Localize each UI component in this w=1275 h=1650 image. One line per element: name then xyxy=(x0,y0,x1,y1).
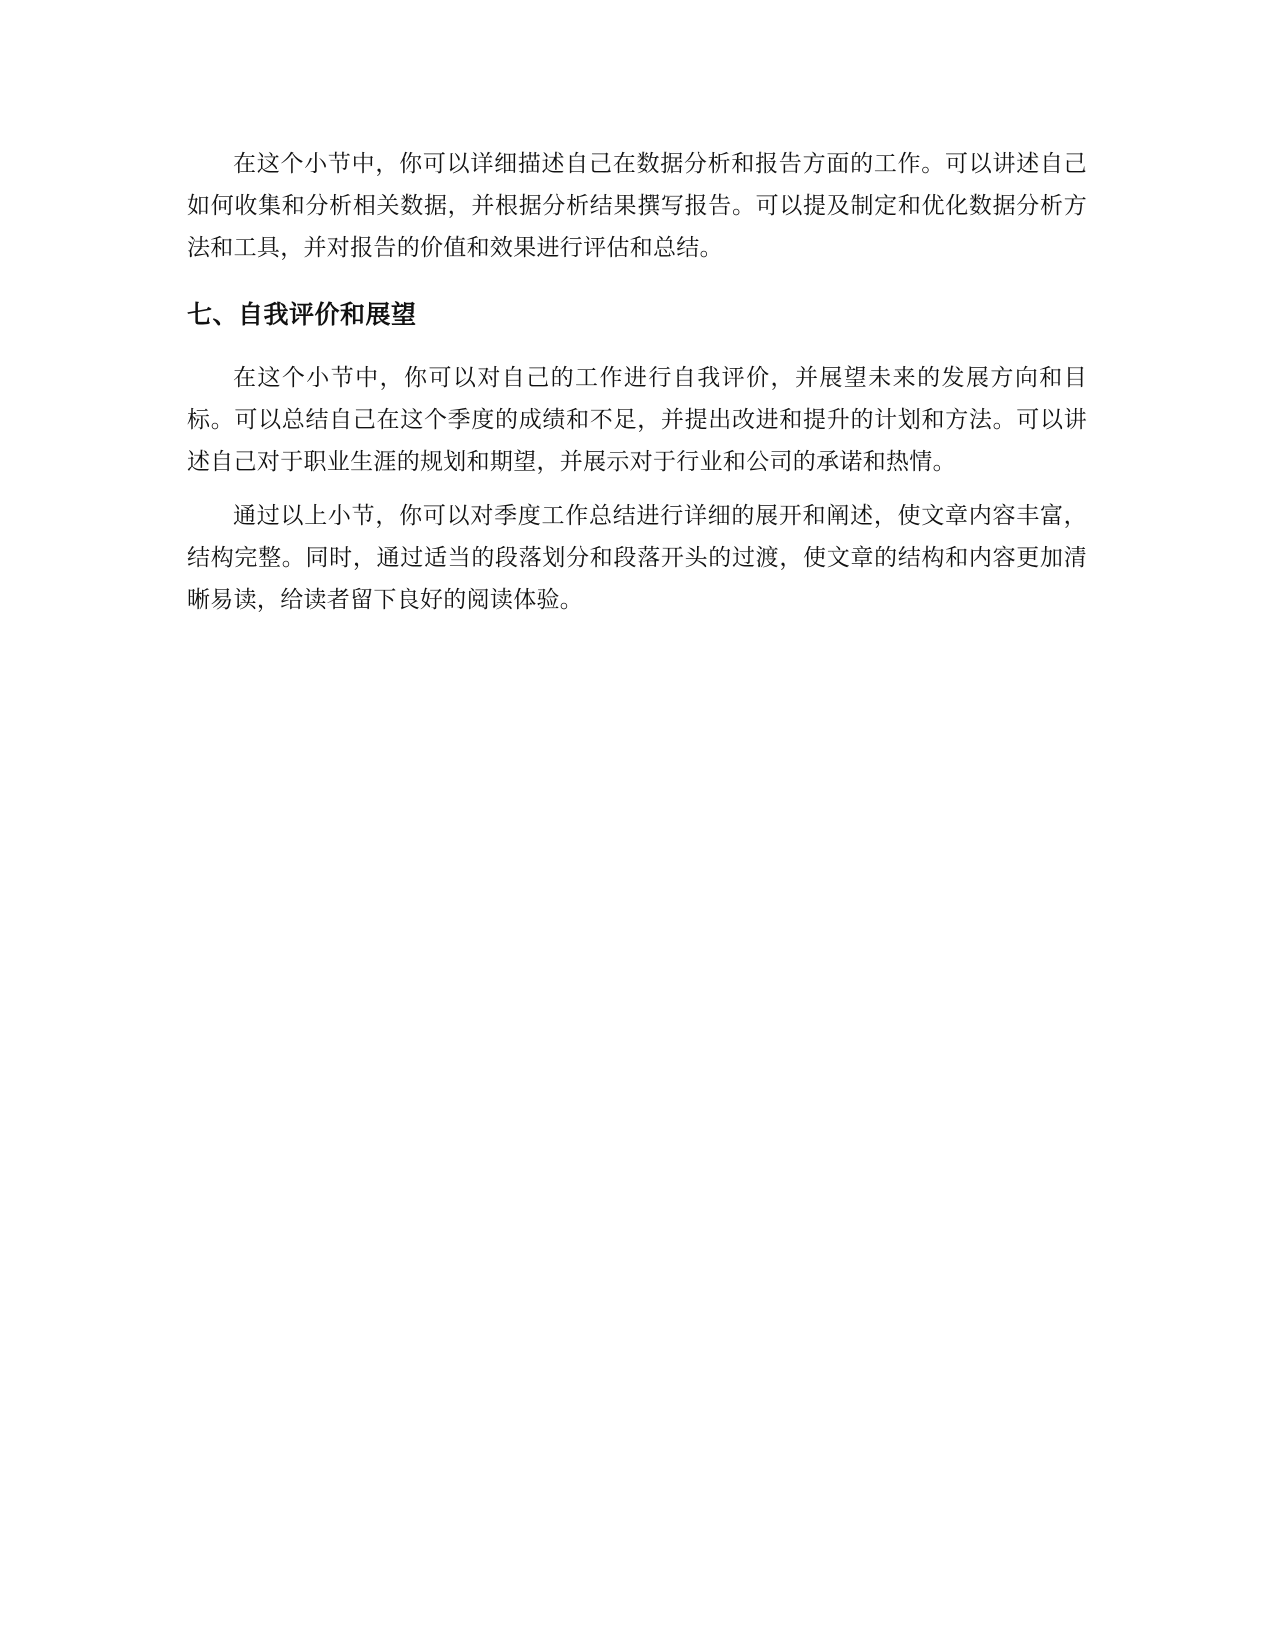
document-body xyxy=(187,143,1087,621)
paragraph-data-analysis: 在这个小节中，你可以详细描述自己在数据分析和报告方面的工作。可以讲述自己如何收集和分析相关数据，并根据分析结果撰写报告。可以提及制定和优化数据分析方法和工具，并对报告的价值和效果进行评估和总结。 xyxy=(187,151,1087,261)
paragraph-self-evaluation: 在这个小节中，你可以对自己的工作进行自我评价，并展望未来的发展方向和目标。可以总结自己在这个季度的成绩和不足，并提出改进和提升的计划和方法。可以讲述自己对于职业生涯的规划和期望，并展示对于行业和公司的承诺和热情。 xyxy=(187,365,1087,475)
section-heading-self-evaluation: 七、自我评价和展望 xyxy=(187,300,417,329)
paragraph-conclusion: 通过以上小节，你可以对季度工作总结进行详细的展开和阐述，使文章内容丰富，结构完整。同时，通过适当的段落划分和段落开头的过渡，使文章的结构和内容更加清晰易读，给读者留下良好的阅读体验。 xyxy=(187,503,1087,613)
